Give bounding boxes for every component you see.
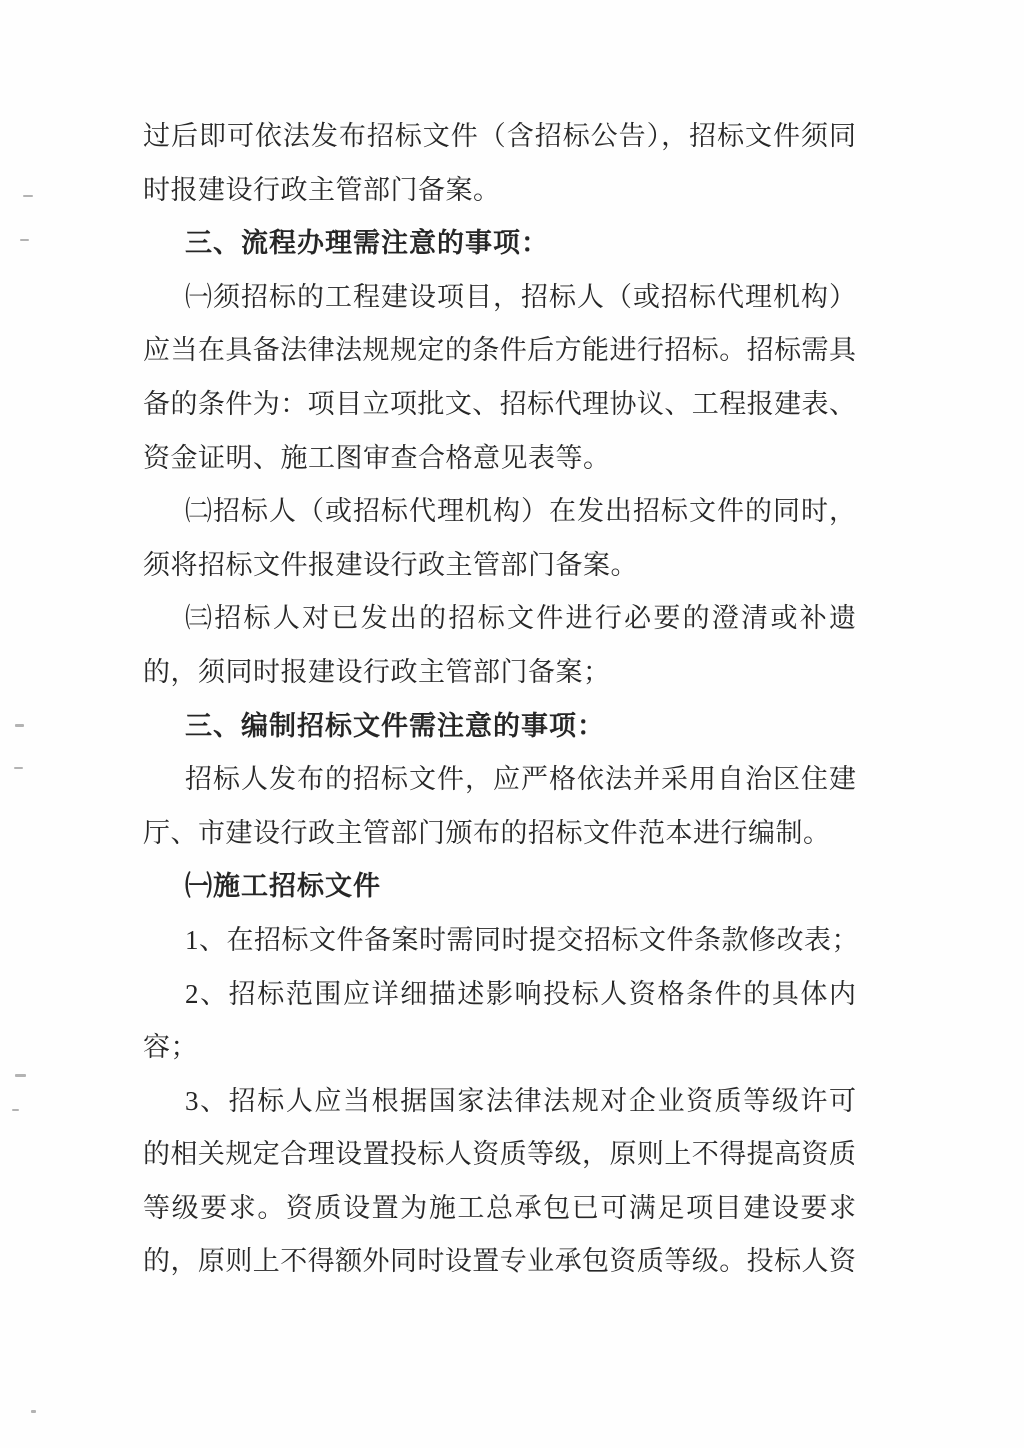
text-line: 应当在具备法律法规规定的条件后方能进行招标。招标需具: [143, 335, 856, 366]
text-line: 3、招标人应当根据国家法律法规对企业资质等级许可: [185, 1085, 856, 1116]
scan-speck: [12, 1109, 19, 1111]
heading-line: ㈠施工招标文件: [185, 871, 381, 902]
text-line: 的，原则上不得额外同时设置专业承包资质等级。投标人资: [143, 1246, 856, 1277]
text-line: ㈢招标人对已发出的招标文件进行必要的澄清或补遗: [185, 603, 856, 634]
text-line: 时报建设行政主管部门备案。: [143, 174, 501, 205]
text-line: 1、在招标文件备案时需同时提交招标文件条款修改表；: [185, 924, 859, 955]
text-line: 资金证明、施工图审查合格意见表等。: [143, 442, 611, 473]
scan-speck: [23, 195, 33, 197]
scan-speck: [20, 239, 29, 241]
scan-speck: [15, 724, 24, 727]
text-line: 等级要求。资质设置为施工总承包已可满足项目建设要求: [143, 1192, 856, 1223]
text-line: 的相关规定合理设置投标人资质等级，原则上不得提高资质: [143, 1139, 856, 1170]
scan-speck: [14, 767, 23, 769]
text-line: ㈠须招标的工程建设项目，招标人（或招标代理机构）: [185, 281, 856, 312]
document-text-block: [143, 110, 859, 1289]
text-line: 招标人发布的招标文件，应严格依法并采用自治区住建: [185, 764, 856, 795]
text-line: ㈡招标人（或招标代理机构）在发出招标文件的同时，: [185, 496, 856, 527]
text-line: 须将招标文件报建设行政主管部门备案。: [143, 549, 638, 580]
text-line: 的，须同时报建设行政主管部门备案；: [143, 656, 611, 687]
scan-speck: [15, 1074, 26, 1077]
heading-line: 三、流程办理需注意的事项：: [185, 228, 549, 259]
text-line: 过后即可依法发布招标文件（含招标公告），招标文件须同: [143, 121, 856, 151]
scan-speck: [31, 1410, 36, 1413]
text-line: 厅、市建设行政主管部门颁布的招标文件范本进行编制。: [143, 817, 831, 848]
text-line: 2、招标范围应详细描述影响投标人资格条件的具体内: [185, 978, 856, 1009]
text-line: 容；: [143, 1032, 198, 1063]
text-line: 备的条件为：项目立项批文、招标代理协议、工程报建表、: [143, 388, 856, 419]
heading-line: 三、编制招标文件需注意的事项：: [185, 710, 605, 741]
